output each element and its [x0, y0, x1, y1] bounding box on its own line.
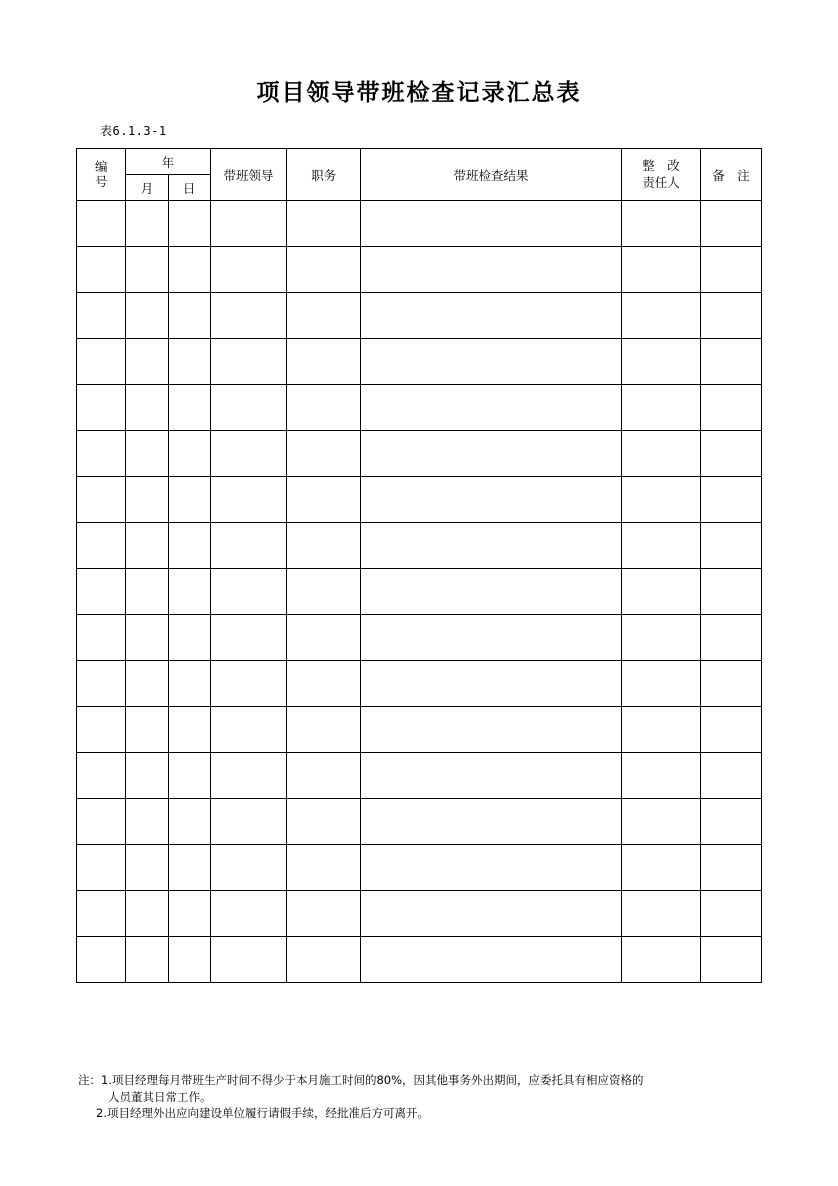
cell-responsible[interactable]: [622, 523, 701, 569]
table-header-row-top: [77, 149, 762, 175]
cell-post[interactable]: [287, 845, 361, 891]
header-responsible-line2: 责任人: [642, 174, 680, 190]
cell-leader[interactable]: [210, 615, 287, 661]
table-row: [77, 845, 762, 891]
cell-responsible[interactable]: [622, 615, 701, 661]
cell-day[interactable]: [168, 523, 210, 569]
cell-id[interactable]: [77, 937, 126, 983]
cell-id[interactable]: [77, 293, 126, 339]
cell-leader[interactable]: [210, 891, 287, 937]
cell-month[interactable]: [126, 569, 168, 615]
cell-result[interactable]: [361, 753, 622, 799]
cell-responsible[interactable]: [622, 937, 701, 983]
cell-post[interactable]: [287, 615, 361, 661]
cell-id[interactable]: [77, 891, 126, 937]
cell-responsible[interactable]: [622, 247, 701, 293]
table-row: [77, 615, 762, 661]
cell-day[interactable]: [168, 615, 210, 661]
cell-responsible[interactable]: [622, 477, 701, 523]
cell-leader[interactable]: [210, 937, 287, 983]
cell-leader[interactable]: [210, 477, 287, 523]
cell-leader[interactable]: [210, 385, 287, 431]
cell-post[interactable]: [287, 339, 361, 385]
cell-responsible[interactable]: [622, 201, 701, 247]
cell-day[interactable]: [168, 753, 210, 799]
header-result: 带班检查结果: [361, 149, 622, 201]
cell-responsible[interactable]: [622, 707, 701, 753]
cell-remark[interactable]: [700, 431, 761, 477]
cell-leader[interactable]: [210, 431, 287, 477]
cell-post[interactable]: [287, 523, 361, 569]
cell-month[interactable]: [126, 937, 168, 983]
cell-post[interactable]: [287, 753, 361, 799]
cell-responsible[interactable]: [622, 661, 701, 707]
cell-responsible[interactable]: [622, 339, 701, 385]
cell-id[interactable]: [77, 661, 126, 707]
cell-post[interactable]: [287, 891, 361, 937]
cell-month[interactable]: [126, 891, 168, 937]
cell-post[interactable]: [287, 569, 361, 615]
cell-remark[interactable]: [700, 799, 761, 845]
header-id-line2: 号: [94, 173, 108, 189]
cell-remark[interactable]: [700, 385, 761, 431]
cell-day[interactable]: [168, 293, 210, 339]
table-row: [77, 937, 762, 983]
note-line-1: 注：1.项目经理每月带班生产时间不得少于本月施工时间的80%，因其他事务外出期间，应委托具有相应资格的: [78, 1073, 644, 1087]
cell-result[interactable]: [361, 339, 622, 385]
cell-result[interactable]: [361, 661, 622, 707]
cell-leader[interactable]: [210, 247, 287, 293]
cell-id[interactable]: [77, 707, 126, 753]
table-row: [77, 201, 762, 247]
cell-result[interactable]: [361, 523, 622, 569]
cell-day[interactable]: [168, 569, 210, 615]
footer-notes: [78, 1072, 778, 1122]
cell-remark[interactable]: [700, 247, 761, 293]
cell-month[interactable]: [126, 799, 168, 845]
cell-month[interactable]: [126, 247, 168, 293]
cell-remark[interactable]: [700, 201, 761, 247]
cell-post[interactable]: [287, 661, 361, 707]
form-code-label: 表6.1.3-1: [100, 124, 167, 138]
table-row: [77, 891, 762, 937]
header-day: 日: [168, 175, 210, 201]
cell-remark[interactable]: [700, 707, 761, 753]
cell-responsible[interactable]: [622, 431, 701, 477]
cell-responsible[interactable]: [622, 799, 701, 845]
cell-day[interactable]: [168, 799, 210, 845]
cell-id[interactable]: [77, 799, 126, 845]
table-row: [77, 247, 762, 293]
table-row: [77, 431, 762, 477]
cell-day[interactable]: [168, 937, 210, 983]
cell-result[interactable]: [361, 845, 622, 891]
header-year: 年: [126, 149, 210, 175]
inspection-record-table: [76, 148, 762, 983]
header-responsible-line1: 整 改: [642, 158, 680, 174]
cell-responsible[interactable]: [622, 845, 701, 891]
cell-leader[interactable]: [210, 707, 287, 753]
cell-post[interactable]: [287, 201, 361, 247]
cell-month[interactable]: [126, 615, 168, 661]
cell-id[interactable]: [77, 615, 126, 661]
table-row: [77, 753, 762, 799]
cell-day[interactable]: [168, 431, 210, 477]
cell-remark[interactable]: [700, 615, 761, 661]
cell-month[interactable]: [126, 201, 168, 247]
cell-month[interactable]: [126, 753, 168, 799]
cell-month[interactable]: [126, 431, 168, 477]
cell-day[interactable]: [168, 661, 210, 707]
table-row: [77, 293, 762, 339]
cell-id[interactable]: [77, 845, 126, 891]
cell-remark[interactable]: [700, 661, 761, 707]
cell-day[interactable]: [168, 477, 210, 523]
cell-result[interactable]: [361, 707, 622, 753]
note-line-3: 2.项目经理外出应向建设单位履行请假手续，经批准后方可离开。: [96, 1106, 429, 1121]
cell-post[interactable]: [287, 799, 361, 845]
cell-result[interactable]: [361, 891, 622, 937]
cell-day[interactable]: [168, 707, 210, 753]
cell-result[interactable]: [361, 569, 622, 615]
cell-responsible[interactable]: [622, 753, 701, 799]
table-row: [77, 385, 762, 431]
cell-month[interactable]: [126, 707, 168, 753]
cell-post[interactable]: [287, 937, 361, 983]
cell-result[interactable]: [361, 293, 622, 339]
cell-result[interactable]: [361, 201, 622, 247]
cell-responsible[interactable]: [622, 891, 701, 937]
cell-month[interactable]: [126, 477, 168, 523]
header-id: [77, 149, 126, 201]
table-row: [77, 523, 762, 569]
cell-id[interactable]: [77, 523, 126, 569]
cell-day[interactable]: [168, 891, 210, 937]
cell-leader[interactable]: [210, 523, 287, 569]
cell-id[interactable]: [77, 753, 126, 799]
cell-leader[interactable]: [210, 293, 287, 339]
header-remark: 备 注: [700, 149, 761, 201]
cell-result[interactable]: [361, 937, 622, 983]
table-row: [77, 799, 762, 845]
cell-month[interactable]: [126, 845, 168, 891]
cell-remark[interactable]: [700, 293, 761, 339]
header-post: 职务: [287, 149, 361, 201]
table-row: [77, 569, 762, 615]
table-body: [77, 201, 762, 983]
table-row: [77, 477, 762, 523]
cell-result[interactable]: [361, 385, 622, 431]
cell-id[interactable]: [77, 477, 126, 523]
cell-remark[interactable]: [700, 523, 761, 569]
cell-remark[interactable]: [700, 339, 761, 385]
cell-leader[interactable]: [210, 661, 287, 707]
header-responsible: [622, 149, 701, 201]
cell-leader[interactable]: [210, 201, 287, 247]
table-row: [77, 707, 762, 753]
cell-result[interactable]: [361, 799, 622, 845]
cell-remark[interactable]: [700, 753, 761, 799]
cell-id[interactable]: [77, 385, 126, 431]
cell-day[interactable]: [168, 339, 210, 385]
cell-responsible[interactable]: [622, 569, 701, 615]
cell-month[interactable]: [126, 385, 168, 431]
cell-leader[interactable]: [210, 845, 287, 891]
cell-id[interactable]: [77, 431, 126, 477]
cell-remark[interactable]: [700, 569, 761, 615]
cell-day[interactable]: [168, 385, 210, 431]
cell-result[interactable]: [361, 247, 622, 293]
cell-day[interactable]: [168, 247, 210, 293]
cell-post[interactable]: [287, 477, 361, 523]
cell-post[interactable]: [287, 431, 361, 477]
cell-id[interactable]: [77, 569, 126, 615]
cell-leader[interactable]: [210, 799, 287, 845]
cell-id[interactable]: [77, 339, 126, 385]
cell-leader[interactable]: [210, 753, 287, 799]
cell-id[interactable]: [77, 201, 126, 247]
cell-responsible[interactable]: [622, 385, 701, 431]
cell-month[interactable]: [126, 523, 168, 569]
cell-result[interactable]: [361, 615, 622, 661]
header-leader: 带班领导: [210, 149, 287, 201]
cell-result[interactable]: [361, 477, 622, 523]
page-title: 项目领导带班检查记录汇总表: [256, 80, 582, 106]
note-line-2: 人员董其日常工作。: [108, 1089, 212, 1104]
cell-remark[interactable]: [700, 937, 761, 983]
cell-post[interactable]: [287, 293, 361, 339]
cell-id[interactable]: [77, 247, 126, 293]
cell-post[interactable]: [287, 247, 361, 293]
cell-month[interactable]: [126, 339, 168, 385]
cell-day[interactable]: [168, 845, 210, 891]
cell-remark[interactable]: [700, 845, 761, 891]
cell-post[interactable]: [287, 385, 361, 431]
cell-day[interactable]: [168, 201, 210, 247]
table-row: [77, 661, 762, 707]
cell-post[interactable]: [287, 707, 361, 753]
cell-responsible[interactable]: [622, 293, 701, 339]
header-id-line1: 编: [94, 159, 108, 175]
cell-leader[interactable]: [210, 339, 287, 385]
cell-result[interactable]: [361, 431, 622, 477]
cell-remark[interactable]: [700, 891, 761, 937]
cell-remark[interactable]: [700, 477, 761, 523]
table-row: [77, 339, 762, 385]
header-month: 月: [126, 175, 168, 201]
cell-month[interactable]: [126, 293, 168, 339]
cell-leader[interactable]: [210, 569, 287, 615]
cell-month[interactable]: [126, 661, 168, 707]
